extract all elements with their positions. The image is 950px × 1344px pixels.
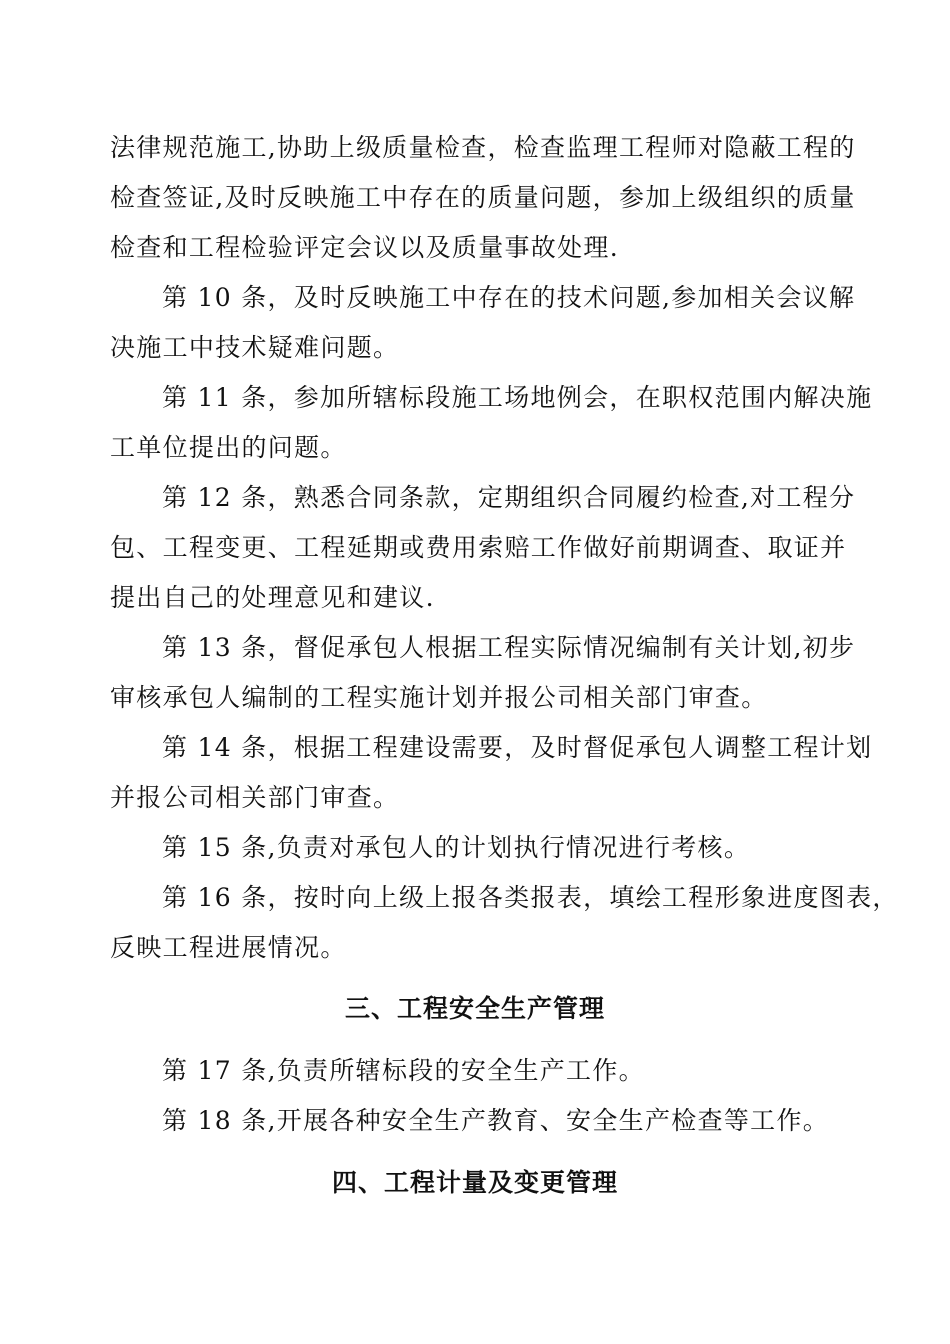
paragraph-line: 提出自己的处理意见和建议. [110, 583, 435, 612]
article-18-line: 第 18 条,开展各种安全生产教育、安全生产检查等工作。 [162, 1106, 830, 1135]
article-16-line: 第 16 条，按时向上级上报各类报表，填绘工程形象进度图表， [162, 883, 899, 912]
article-14-line: 第 14 条，根据工程建设需要，及时督促承包人调整工程计划 [162, 733, 873, 762]
article-10-line: 第 10 条，及时反映施工中存在的技术问题,参加相关会议解 [162, 283, 856, 312]
paragraph-line: 并报公司相关部门审查。 [110, 783, 400, 812]
paragraph-line: 决施工中技术疑难问题。 [110, 333, 400, 362]
paragraph-line: 法律规范施工,协助上级质量检查，检查监理工程师对隐蔽工程的 [110, 133, 856, 162]
article-13-line: 第 13 条，督促承包人根据工程实际情况编制有关计划,初步 [162, 633, 856, 662]
paragraph-line: 包、工程变更、工程延期或费用索赔工作做好前期调查、取证并 [110, 533, 847, 562]
section-heading-safety: 三、工程安全生产管理 [344, 994, 605, 1023]
paragraph-line: 工单位提出的问题。 [110, 433, 347, 462]
article-17-line: 第 17 条,负责所辖标段的安全生产工作。 [162, 1056, 645, 1085]
section-heading-measurement: 四、工程计量及变更管理 [331, 1168, 618, 1197]
paragraph-line: 审核承包人编制的工程实施计划并报公司相关部门审查。 [110, 683, 768, 712]
article-11-line: 第 11 条，参加所辖标段施工场地例会，在职权范围内解决施 [162, 383, 873, 412]
paragraph-line: 反映工程进展情况。 [110, 933, 347, 962]
article-12-line: 第 12 条，熟悉合同条款，定期组织合同履约检查,对工程分 [162, 483, 856, 512]
paragraph-line: 检查签证,及时反映施工中存在的质量问题，参加上级组织的质量 [110, 183, 856, 212]
article-15-line: 第 15 条,负责对承包人的计划执行情况进行考核。 [162, 833, 751, 862]
paragraph-line: 检查和工程检验评定会议以及质量事故处理. [110, 233, 619, 262]
